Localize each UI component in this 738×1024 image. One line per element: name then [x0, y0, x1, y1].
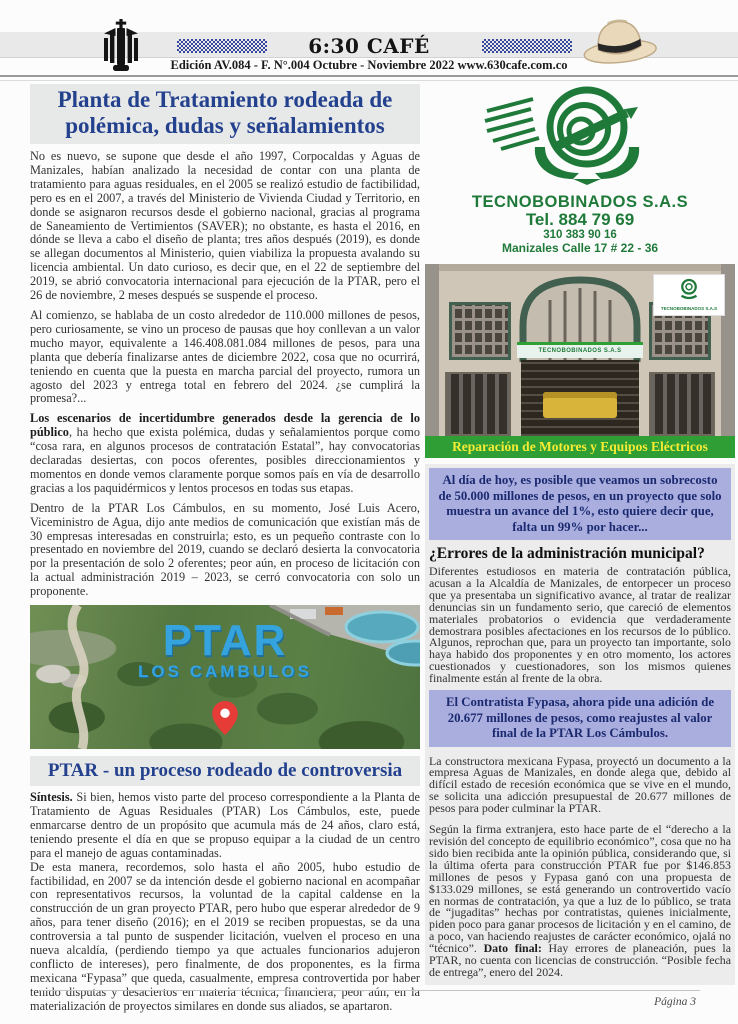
article-paragraph: [30, 791, 420, 861]
mini-logo-text: TECNOBOBINADOS S.A.S: [660, 306, 718, 311]
article-paragraph: [429, 824, 731, 979]
article-paragraph: Dentro de la PTAR Los Cámbulos, en su momento, José Luis Acero, Viceministro de Agua, dijo ante medios de comunicación que existían más de 30 empresas interesadas en construirla; esto, es un pequeño contraste con lo presentado en noviembre del 2019, cuando se declaró desierta la convocatoria por la presentación de solo 2 oferentes; peor aún, en proceso de licitación con la actual administración 2019 – 2023, se cerró convocatoria con solo un proponente.: [30, 500, 420, 599]
ad-banner: Reparación de Motores y Equipos Eléctricos: [425, 436, 735, 458]
storefront-photo: [425, 264, 735, 458]
left-window: [449, 302, 511, 360]
article-paragraph: De esta manera, recordemos, solo hasta el año 2005, hubo estudio de factibilidad, en 2007 se da intención desde el gobierno nacional en acompañar con representativos recursos, la voluntad de la capital caldense en la construcción de un gran proyecto PTAR, pero hubo que esperar alrededor de 9 años, para tener diseño (2016); en el 2019 se reciben propuestas, se da una controversia a tal punto de suspender licitación, vuelven el proceso en una nueva alcaldía, (perdiendo tiempo ya que actuales funcionarios adujeron conflicto de intereses), pero finalmente, de dos proponentes, es la firma mexicana “Fypasa” que queda, casualmente, empresa controvertida por haber tenido disputas y desaciertos en materia técnica, financiera, peor aún, en la materialización de proyectos similares en donde sus aliados, se apartaron.: [30, 859, 420, 1013]
right-shopfront: [649, 372, 715, 436]
ptar-aerial-photo: [30, 605, 420, 749]
paragraph-text: , ha hecho que exista polémica, dudas y señalamientos porque como “cosa rara, en algunos procesos de contratación Estatal”, hay convocatorias declaradas desiertas, con pocos oferentes, posibles direccionamientos y momentos en donde vemos claramente porque somos país en vía de desarrollo gracias a los paquidérmicos y lentos procesos en todas sus etapas.: [30, 425, 420, 495]
paragraph-text: Hay errores de planeación, pues la PTAR, no cuenta con licencias de construcción. “Posible fecha de entrega”, enero del 2024.: [429, 941, 731, 979]
section-heading: ¿Errores de la administración municipal?: [429, 545, 705, 562]
storefront-sign-text: TECNOBOBINADOS S.A.S: [538, 348, 622, 354]
paragraph-lead-bold: Dato final:: [483, 941, 542, 956]
masthead-title: 6:30 CAFÉ: [308, 34, 430, 58]
header-divider: [0, 75, 738, 77]
vehicle-inside: [543, 392, 617, 418]
article-paragraph: Al comienzo, se hablaba de un costo alrededor de 110.000 millones de pesos, pero curiosamente, se vino un proceso de pausas que hoy conllevan a un valor mucho mayor, equivalente a 146.408.081.084 millones de pesos, para una planta que debería finalizarse antes de diciembre 2022, cosa que no ocurrirá, teniendo en cuenta que la puesta en marcha parcial del proyecto, rumora un agosto del 2023 y entrega total en febrero del 2024. ¿se cumplirá la promesa?...: [30, 307, 420, 406]
right-article-section: [425, 464, 735, 985]
tecnobobinados-ad: [425, 85, 735, 256]
article-paragraph: [30, 412, 420, 495]
right-column: [425, 85, 735, 985]
paragraph-text: Según la firma extranjera, esto hace parte de el “derecho a la revisión del concepto de equilibrio económico”, cosa que no ha sido bien recibida ante la opinión pública, considerando que, si la última oferta para construcción PTAR fue por $146.853 millones de pesos y Fypasa ganó con una propuesta de $133.029 millones, se está generando un controvertido vacío en normas de contratación, ya que a luz de lo público, se trata de “jugaditas” hechas por contratistas, quienes inicialmente, piden poco para ganar procesos de licitación y en el camino, de a poco, van haciendo reajustes de carácter económico, ojalá no “técnico”.: [429, 822, 731, 956]
highlight-box-contratista: El Contratista Fypasa, ahora pide una adición de 20.677 millones de pesos, como reajustes al valor final de la PTAR Los Cámbulos.: [429, 690, 731, 747]
article-paragraph: Diferentes estudiosos en materia de contratación pública, acusan a la Alcaldía de Manizales, de entorpecer un proceso que ya presentaba un significativo avance, al tratar de realizar denuncias sin un fundamento serio, que careció de elementos materiales probatorios o evidencia que verdaderamente demostrara posibles afectaciones en los recursos de lo público. Algunos, reprochan que, para un proyecto tan importante, solo haya habido dos proponentes y en otro momento, los actores cuestionados y cuestionadores, son los mismos quienes finalmente están al frente de la obra.: [429, 564, 731, 686]
paragraph-lead-bold: Los escenarios de incertidumbre generados desde la gerencia de lo público: [30, 411, 420, 440]
location-pin-icon: [212, 701, 238, 735]
ad-phone: Tel. 884 79 69: [525, 210, 635, 229]
left-shopfront: [445, 372, 511, 436]
checker-pattern-right: [482, 39, 572, 53]
photo-title: PTAR: [162, 616, 288, 666]
photo-subtitle: LOS CAMBULOS: [138, 662, 312, 682]
highlight-box-sobrecosto: Al día de hoy, es posible que veamos un sobrecosto de 50.000 millones de pesos, en un proyecto que solo muestra un avance del 1%, esto quiere decir que, falta un 99% por hacer...: [429, 468, 731, 540]
footer-divider: [40, 990, 700, 991]
main-headline: Planta de Tratamiento rodeada de polémica, dudas y señalamientos: [30, 84, 420, 144]
rooftop-logo-sign: [653, 274, 725, 316]
photo-caption-overlay: [30, 616, 420, 682]
storefront-sign: [517, 342, 643, 358]
ad-mobile: 310 383 90 16: [543, 229, 617, 241]
article-paragraph: La constructora mexicana Fypasa, proyectó un documento a la empresa Aguas de Manizales, en donde alega que, debido al difícil estado de recesión económica que se vive en el mundo, se solicita una adicción presupuestal de 20.677 millones de pesos para poder culminar la PTAR.: [429, 753, 731, 816]
tecnobobinados-logo-icon: [475, 85, 685, 189]
paragraph-text: Si bien, hemos visto parte del proceso correspondiente a la Planta de Tratamiento de Aguas Residuales (PTAR) Los Cámbulos, este, puede enmarcarse dentro de un propósito que acumula más de 24 años, claro está, teniendo presente el día en que se propuso equipar a la ciudad de un centro para el manejo de aguas contaminadas.: [30, 790, 420, 860]
edition-line: Edición AV.084 - F. N°.004 Octubre - Noviembre 2022 www.630cafe.com.co: [170, 58, 568, 72]
header-divider-light: [0, 80, 738, 81]
ad-company-name: TECNOBOBINADOS S.A.S: [471, 193, 689, 211]
left-column: [30, 84, 420, 1014]
paragraph-lead-bold: Síntesis.: [30, 790, 73, 805]
adjacent-building: [425, 264, 439, 436]
page-number: Página 3: [654, 996, 696, 1008]
ad-address: Manizales Calle 17 # 22 - 36: [501, 241, 659, 255]
sub-headline: PTAR - un proceso rodeado de controversia: [30, 756, 420, 786]
article-paragraph: No es nuevo, se supone que desde el año 1997, Corpocaldas y Aguas de Manizales, habían analizado la necesidad de contar con una planta de tratamiento para aguas residuales, en el 2005 se realizó estudio de factibilidad, pero es en el 2007, a través del Ministerio de Vivienda Ciudad y Territorio, en donde se asignaron recursos desde el gobierno nacional, gracias al programa de Saneamiento de Vertimientos (SAVER); no obstante, es hasta el 2016, en dónde se lleva a cabo el diseño de planta; tres años después (2019), es donde se allegan documentos al Ministerio, quien viabiliza la propuesta avalando su licencia ambiental. Un dato curioso, es decir que, en el 22 de septiembre del 2019, se abrió convocatoria internacional para ejecución de la PTAR, pero el 26 de noviembre, 2 meses después se suspende el proceso.: [30, 149, 420, 303]
mini-logo-icon: [674, 277, 704, 301]
